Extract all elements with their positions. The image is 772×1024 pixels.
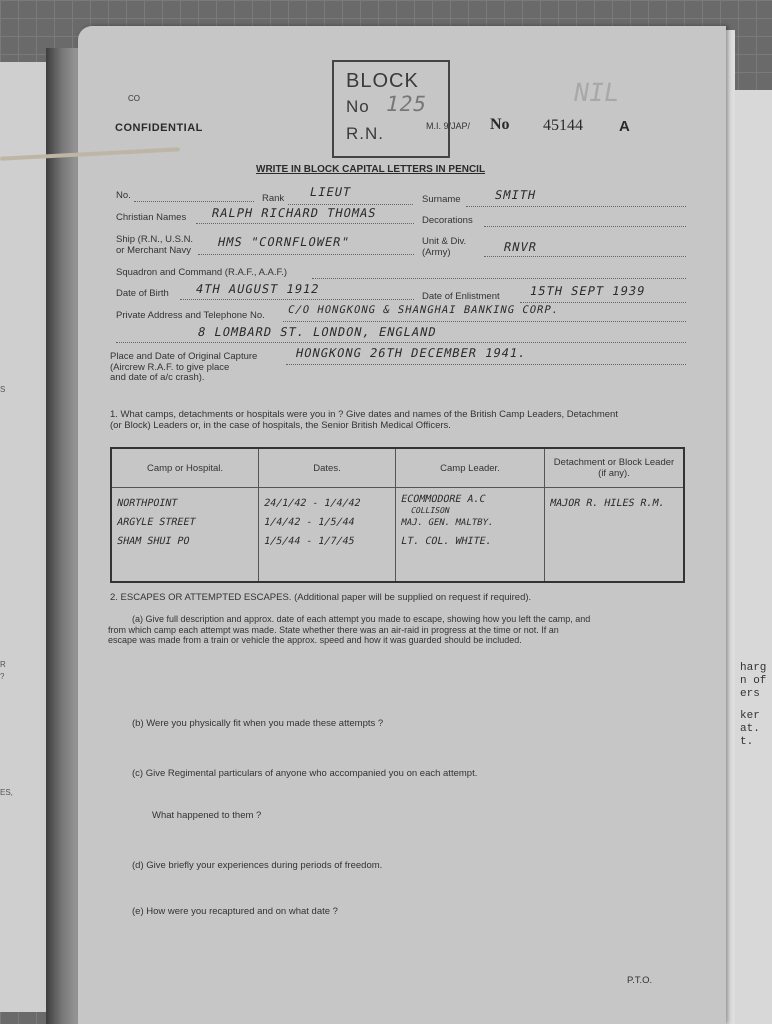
address-value-1: C/O HONGKONG & SHANGHAI BANKING CORP.: [286, 304, 561, 316]
question-2c: (c) Give Regimental particulars of anyone who accompanied you on each attempt.: [132, 768, 478, 779]
enlistment-line: [520, 302, 686, 303]
form-code: M.I. 9/JAP/: [426, 121, 471, 131]
right-adjacent-page: [730, 90, 772, 1024]
enlistment-label: Date of Enlistment: [422, 291, 500, 302]
camp-table-header-row: [111, 448, 684, 488]
unit-label: Unit & Div. (Army): [422, 236, 467, 258]
block-leader-cell: MAJOR R. HILES R.M.: [545, 488, 685, 583]
dob-label: Date of Birth: [116, 288, 169, 299]
stamp-no-text: No: [346, 97, 370, 116]
surname-value: SMITH: [493, 188, 538, 202]
rank-label: Rank: [262, 193, 285, 204]
leader-column-header: Camp Leader.: [396, 448, 545, 488]
rank-line: [288, 204, 413, 205]
no-line: [134, 201, 254, 202]
left-margin-text: ?: [0, 672, 5, 681]
confidential-label: CONFIDENTIAL: [115, 122, 203, 134]
squadron-line: [312, 278, 686, 279]
rank-value: LIEUT: [308, 185, 353, 199]
surname-label: Surname: [422, 194, 461, 205]
capture-value: HONGKONG 26TH DECEMBER 1941.: [294, 346, 528, 360]
question-1: 1. What camps, detachments or hospitals were you in ? Give dates and names of the British Camp Leaders, Detachment (or Block) Leaders or, in the case of hospitals, the Senior British Medical Officers.: [110, 409, 618, 431]
christian-names-value: RALPH RICHARD THOMAS: [210, 206, 378, 220]
question-2d: (d) Give briefly your experiences during periods of freedom.: [132, 860, 383, 871]
question-2a: (a) Give full description and approx. date of each attempt you made to escape, showing how you left the camp, and from which camp each attempt was made. State whether there was an air-raid in progress at the time or not. If an escape was made from a train or vehicle the approx. speed and how it was guarded should be included.: [108, 614, 591, 645]
dates-cell: 24/1/42 - 1/4/42 1/4/42 - 1/5/44 1/5/44 - 1/7/45: [259, 488, 396, 583]
capture-line: [286, 364, 686, 365]
nil-annotation: NIL: [571, 78, 622, 107]
address-line-1: [283, 321, 686, 322]
address-label: Private Address and Telephone No.: [116, 310, 265, 321]
question-2c-followup: What happened to them ?: [152, 810, 262, 821]
squadron-label: Squadron and Command (R.A.F., A.A.F.): [116, 267, 288, 278]
left-margin-text: ES,: [0, 788, 13, 797]
form-number: 45144: [543, 117, 583, 134]
question-2-heading: 2. ESCAPES OR ATTEMPTED ESCAPES. (Additional paper will be supplied on request if required).: [110, 592, 532, 603]
address-line-2: [116, 342, 686, 343]
block-leader-column-header: Detachment or Block Leader (if any).: [545, 448, 685, 488]
stamp-handwritten-number: 125: [383, 92, 430, 116]
left-margin-text: S: [0, 385, 6, 394]
dob-line: [180, 299, 414, 300]
pto-label: P.T.O.: [627, 975, 653, 986]
christian-names-label: Christian Names: [116, 212, 187, 223]
stamp-rn-text: R.N.: [346, 124, 384, 143]
unit-line: [484, 256, 686, 257]
dob-value: 4TH AUGUST 1912: [194, 282, 321, 296]
surname-line: [466, 206, 686, 207]
right-margin-text: harg n of ers: [740, 662, 767, 700]
stamp-block-text: BLOCK: [346, 70, 419, 92]
confidential-top: CO: [128, 94, 140, 103]
number-label: No: [490, 116, 510, 133]
christian-names-line: [196, 223, 414, 224]
ship-line: [198, 254, 414, 255]
unit-value: RNVR: [502, 240, 539, 254]
enlistment-value: 15TH SEPT 1939: [528, 284, 647, 298]
camp-column-header: Camp or Hospital.: [111, 448, 259, 488]
decorations-line: [484, 226, 686, 227]
ship-label: Ship (R.N., U.S.N. or Merchant Navy: [116, 234, 194, 256]
camp-table-body-row: [111, 488, 684, 583]
dates-column-header: Dates.: [259, 448, 396, 488]
capture-label: Place and Date of Original Capture (Aircrew R.A.F. to give place and date of a/c crash).: [110, 351, 258, 383]
form-suffix: A: [619, 118, 630, 135]
camp-cell: NORTHPOINT ARGYLE STREET SHAM SHUI PO: [111, 488, 259, 583]
left-margin-text: R: [0, 660, 6, 669]
leader-cell: ECOMMODORE A.C COLLISON MAJ. GEN. MALTBY. LT. COL. WHITE.: [396, 488, 545, 583]
address-value-2: 8 LOMBARD ST. LONDON, ENGLAND: [196, 325, 439, 339]
question-2e: (e) How were you recaptured and on what date ?: [132, 906, 338, 917]
question-2b: (b) Were you physically fit when you made these attempts ?: [132, 718, 384, 729]
camp-table: [110, 447, 685, 583]
decorations-label: Decorations: [422, 215, 473, 226]
no-label: No.: [116, 190, 131, 201]
ship-value: HMS "CORNFLOWER": [216, 235, 352, 249]
block-stamp: [332, 60, 450, 158]
right-margin-text: ker at. t.: [740, 710, 760, 748]
block-capitals-instruction: WRITE IN BLOCK CAPITAL LETTERS IN PENCIL: [256, 164, 486, 175]
